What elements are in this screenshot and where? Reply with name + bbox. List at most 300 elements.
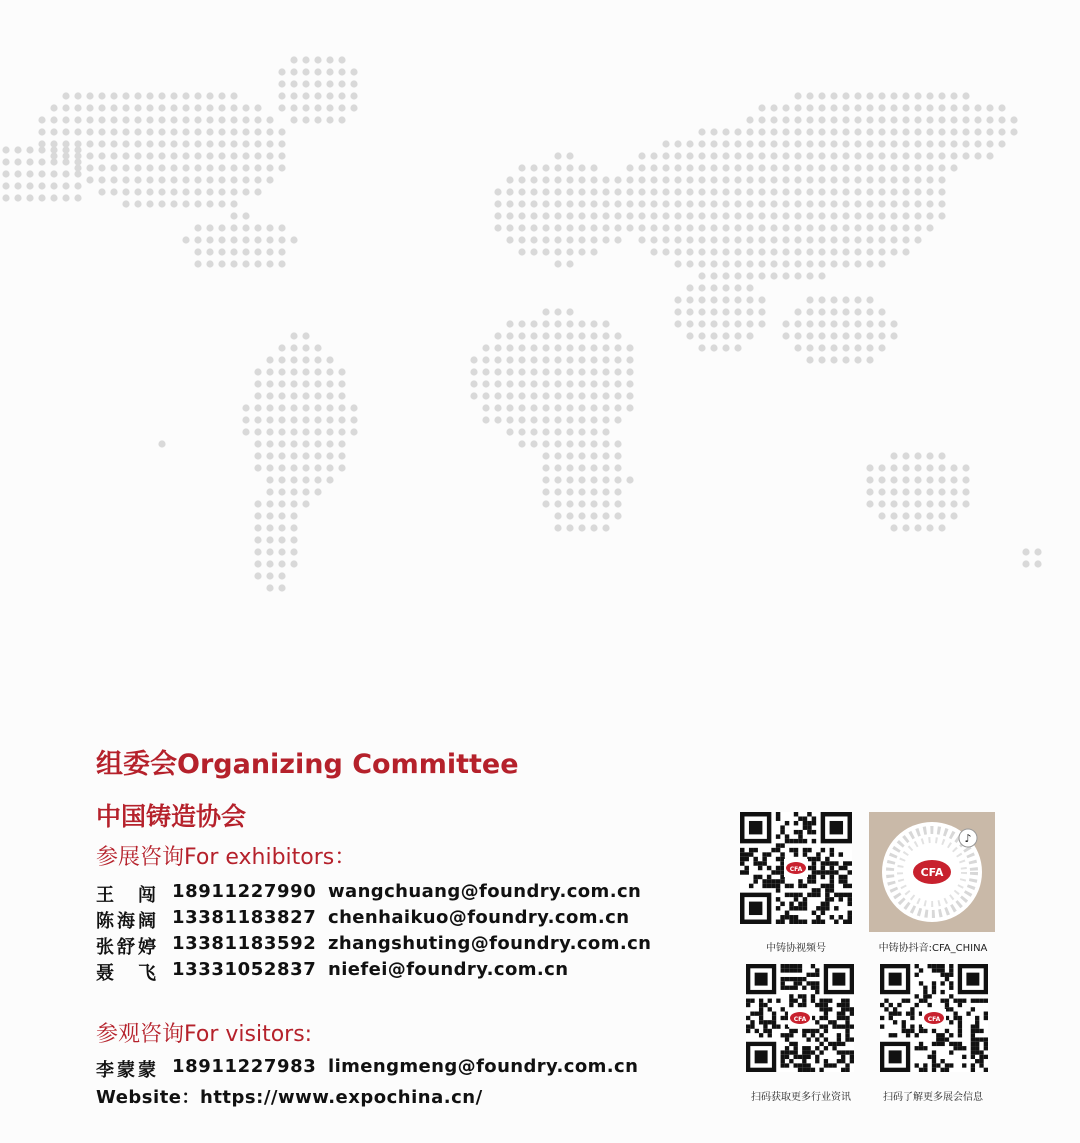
map-dot [698, 284, 705, 291]
map-dot [722, 320, 729, 327]
map-dot [110, 104, 117, 111]
map-dot [230, 260, 237, 267]
map-dot [482, 392, 489, 399]
map-dot [590, 380, 597, 387]
map-dot [542, 248, 549, 255]
map-dot [146, 188, 153, 195]
contact-email[interactable]: zhangshuting@foundry.com.cn [328, 933, 652, 954]
map-dot [902, 164, 909, 171]
map-dot [98, 176, 105, 183]
map-dot [566, 320, 573, 327]
map-dot [938, 212, 945, 219]
contact-phone[interactable]: 13381183827 [172, 907, 317, 928]
map-dot [890, 248, 897, 255]
contact-phone[interactable]: 18911227983 [172, 1056, 317, 1077]
map-dot [698, 176, 705, 183]
map-dot [482, 404, 489, 411]
map-dot [746, 128, 753, 135]
map-dot [302, 500, 309, 507]
map-dot [734, 212, 741, 219]
map-dot [62, 170, 69, 177]
map-dot [506, 200, 513, 207]
map-dot [770, 188, 777, 195]
map-dot [818, 164, 825, 171]
map-dot [578, 332, 585, 339]
map-dot [962, 116, 969, 123]
map-dot [578, 200, 585, 207]
map-dot [554, 512, 561, 519]
map-dot [266, 428, 273, 435]
map-dot [302, 104, 309, 111]
map-dot [782, 272, 789, 279]
map-dot [278, 404, 285, 411]
map-dot [302, 404, 309, 411]
qr-video-channel[interactable] [724, 812, 874, 952]
qr-code-icon [880, 964, 988, 1072]
map-dot [758, 320, 765, 327]
map-dot [14, 194, 21, 201]
map-dot [134, 128, 141, 135]
map-dot [626, 188, 633, 195]
map-dot [326, 428, 333, 435]
map-dot [878, 212, 885, 219]
map-dot [962, 476, 969, 483]
contact-name: 陈海阔 [96, 911, 156, 932]
map-dot [602, 452, 609, 459]
map-dot [578, 164, 585, 171]
map-dot [674, 140, 681, 147]
map-dot [854, 212, 861, 219]
map-dot [254, 548, 261, 555]
map-dot [734, 188, 741, 195]
map-dot [326, 416, 333, 423]
map-dot [122, 188, 129, 195]
map-dot [146, 128, 153, 135]
map-dot [1034, 548, 1041, 555]
map-dot [266, 572, 273, 579]
map-dot [338, 80, 345, 87]
map-dot [314, 68, 321, 75]
map-dot [818, 260, 825, 267]
map-dot [314, 80, 321, 87]
map-dot [566, 212, 573, 219]
map-dot [542, 212, 549, 219]
map-dot [278, 500, 285, 507]
map-dot [914, 236, 921, 243]
map-dot [62, 140, 69, 147]
map-dot [110, 92, 117, 99]
map-dot [542, 428, 549, 435]
map-dot [206, 248, 213, 255]
map-dot [494, 224, 501, 231]
map-dot [866, 308, 873, 315]
map-dot [302, 332, 309, 339]
map-dot [278, 548, 285, 555]
map-dot [854, 332, 861, 339]
map-dot [254, 176, 261, 183]
map-dot [902, 224, 909, 231]
map-dot [902, 212, 909, 219]
map-dot [746, 260, 753, 267]
map-dot [902, 140, 909, 147]
map-dot [962, 140, 969, 147]
qr-industry-news[interactable] [724, 960, 874, 1105]
map-dot [254, 572, 261, 579]
map-dot [554, 452, 561, 459]
map-dot [578, 524, 585, 531]
map-dot [926, 452, 933, 459]
qr-expo-info[interactable] [858, 960, 1008, 1105]
map-dot [266, 224, 273, 231]
contact-name: 李蒙蒙 [96, 1060, 156, 1081]
map-dot [470, 356, 477, 363]
map-dot [494, 212, 501, 219]
map-dot [878, 152, 885, 159]
map-dot [602, 344, 609, 351]
map-dot [758, 248, 765, 255]
map-dot [806, 116, 813, 123]
contact-email[interactable]: wangchuang@foundry.com.cn [328, 881, 642, 902]
map-dot [482, 344, 489, 351]
map-dot [938, 200, 945, 207]
map-dot [530, 356, 537, 363]
map-dot [782, 200, 789, 207]
map-dot [278, 440, 285, 447]
map-dot [314, 404, 321, 411]
map-dot [650, 200, 657, 207]
map-dot [818, 92, 825, 99]
map-dot [182, 92, 189, 99]
map-dot [326, 368, 333, 375]
map-dot [806, 152, 813, 159]
map-dot [266, 392, 273, 399]
map-dot [122, 200, 129, 207]
map-dot [722, 236, 729, 243]
map-dot [230, 164, 237, 171]
committee-heading: 组委会Organizing Committee [96, 749, 519, 780]
contact-email[interactable]: chenhaikuo@foundry.com.cn [328, 907, 630, 928]
map-dot [674, 212, 681, 219]
map-dot [170, 176, 177, 183]
map-dot [254, 128, 261, 135]
map-dot [62, 116, 69, 123]
map-dot [770, 200, 777, 207]
map-dot [890, 524, 897, 531]
map-dot [722, 200, 729, 207]
map-dot [110, 128, 117, 135]
map-dot [890, 332, 897, 339]
map-dot [746, 272, 753, 279]
map-dot [98, 164, 105, 171]
map-dot [734, 200, 741, 207]
map-dot [926, 200, 933, 207]
map-dot [806, 200, 813, 207]
map-dot [134, 176, 141, 183]
map-dot [566, 488, 573, 495]
map-dot [182, 104, 189, 111]
map-dot [842, 260, 849, 267]
map-dot [110, 176, 117, 183]
map-dot [314, 380, 321, 387]
map-dot [866, 92, 873, 99]
map-dot [578, 476, 585, 483]
map-dot [950, 140, 957, 147]
map-dot [818, 320, 825, 327]
map-dot [290, 488, 297, 495]
map-dot [878, 224, 885, 231]
map-dot [338, 104, 345, 111]
map-dot [326, 56, 333, 63]
map-dot [938, 452, 945, 459]
map-dot [794, 236, 801, 243]
map-dot [254, 236, 261, 243]
map-dot [902, 92, 909, 99]
map-dot [998, 104, 1005, 111]
map-dot [674, 296, 681, 303]
map-dot [326, 92, 333, 99]
map-dot [554, 332, 561, 339]
contact-phone[interactable]: 13331052837 [172, 959, 317, 980]
map-dot [506, 380, 513, 387]
map-dot [854, 236, 861, 243]
map-dot [494, 392, 501, 399]
map-dot [182, 176, 189, 183]
map-dot [782, 332, 789, 339]
map-dot [698, 248, 705, 255]
map-dot [314, 416, 321, 423]
map-dot [338, 404, 345, 411]
map-dot [302, 392, 309, 399]
map-dot [290, 116, 297, 123]
map-dot [710, 164, 717, 171]
map-dot [242, 236, 249, 243]
contact-email[interactable]: limengmeng@foundry.com.cn [328, 1056, 639, 1077]
contact-email[interactable]: niefei@foundry.com.cn [328, 959, 569, 980]
map-dot [302, 380, 309, 387]
map-dot [338, 416, 345, 423]
map-dot [614, 368, 621, 375]
map-dot [122, 128, 129, 135]
map-dot [902, 152, 909, 159]
map-dot [290, 236, 297, 243]
map-dot [626, 380, 633, 387]
map-dot [698, 272, 705, 279]
map-dot [590, 212, 597, 219]
map-dot [890, 128, 897, 135]
map-dot [254, 188, 261, 195]
map-dot [74, 182, 81, 189]
map-dot [506, 416, 513, 423]
qr-code-icon [746, 964, 854, 1072]
map-dot [314, 116, 321, 123]
map-dot [734, 248, 741, 255]
map-dot [806, 356, 813, 363]
map-dot [206, 152, 213, 159]
map-dot [194, 224, 201, 231]
map-dot [278, 416, 285, 423]
map-dot [926, 188, 933, 195]
map-dot [542, 488, 549, 495]
map-dot [866, 236, 873, 243]
map-dot [266, 560, 273, 567]
map-dot [290, 500, 297, 507]
map-dot [698, 344, 705, 351]
map-dot [542, 308, 549, 315]
map-dot [758, 152, 765, 159]
map-dot [938, 140, 945, 147]
map-dot [314, 440, 321, 447]
map-dot [782, 212, 789, 219]
map-dot [566, 524, 573, 531]
map-dot [566, 500, 573, 507]
map-dot [962, 488, 969, 495]
map-dot [302, 488, 309, 495]
map-dot [938, 524, 945, 531]
map-dot [146, 152, 153, 159]
website-link[interactable]: https://www.expochina.cn/ [200, 1087, 483, 1108]
map-dot [194, 104, 201, 111]
map-dot [614, 440, 621, 447]
map-dot [518, 200, 525, 207]
map-dot [758, 176, 765, 183]
map-dot [926, 224, 933, 231]
map-dot [326, 452, 333, 459]
map-dot [590, 512, 597, 519]
map-dot [866, 320, 873, 327]
map-dot [722, 212, 729, 219]
map-dot [674, 176, 681, 183]
map-dot [686, 320, 693, 327]
map-dot [854, 224, 861, 231]
map-dot [530, 212, 537, 219]
contact-phone[interactable]: 18911227990 [172, 881, 317, 902]
map-dot [314, 392, 321, 399]
map-dot [842, 116, 849, 123]
map-dot [530, 344, 537, 351]
map-dot [926, 500, 933, 507]
map-dot [914, 200, 921, 207]
map-dot [746, 224, 753, 231]
map-dot [710, 212, 717, 219]
map-dot [590, 344, 597, 351]
map-dot [878, 104, 885, 111]
map-dot [530, 428, 537, 435]
map-dot [722, 164, 729, 171]
map-dot [158, 440, 165, 447]
map-dot [566, 416, 573, 423]
map-dot [122, 140, 129, 147]
qr-caption: 扫码了解更多展会信息 [883, 1092, 983, 1103]
map-dot [206, 164, 213, 171]
map-dot [710, 176, 717, 183]
map-dot [26, 146, 33, 153]
map-dot [278, 476, 285, 483]
map-dot [566, 332, 573, 339]
map-dot [206, 224, 213, 231]
map-dot [722, 284, 729, 291]
map-dot [170, 104, 177, 111]
map-dot [194, 140, 201, 147]
map-dot [554, 392, 561, 399]
map-dot [14, 158, 21, 165]
map-dot [494, 404, 501, 411]
map-dot [746, 236, 753, 243]
map-dot [866, 188, 873, 195]
map-dot [278, 524, 285, 531]
map-dot [614, 476, 621, 483]
map-dot [206, 92, 213, 99]
map-dot [830, 224, 837, 231]
map-dot [638, 224, 645, 231]
map-dot [866, 476, 873, 483]
map-dot [326, 356, 333, 363]
map-dot [866, 248, 873, 255]
map-dot [254, 524, 261, 531]
map-dot [878, 188, 885, 195]
map-dot [2, 146, 9, 153]
map-dot [542, 188, 549, 195]
map-dot [494, 380, 501, 387]
map-dot [602, 332, 609, 339]
map-dot [650, 212, 657, 219]
map-dot [182, 152, 189, 159]
qr-douyin[interactable] [858, 812, 1008, 952]
map-dot [842, 200, 849, 207]
map-dot [566, 452, 573, 459]
map-dot [266, 452, 273, 459]
map-dot [854, 92, 861, 99]
map-dot [218, 236, 225, 243]
map-dot [518, 356, 525, 363]
map-dot [710, 296, 717, 303]
map-dot [650, 188, 657, 195]
map-dot [806, 92, 813, 99]
map-dot [962, 464, 969, 471]
map-dot [266, 500, 273, 507]
map-dot [926, 92, 933, 99]
map-dot [290, 392, 297, 399]
map-dot [194, 188, 201, 195]
map-dot [866, 212, 873, 219]
map-dot [686, 152, 693, 159]
map-dot [566, 152, 573, 159]
map-dot [1022, 560, 1029, 567]
map-dot [230, 92, 237, 99]
map-dot [74, 104, 81, 111]
map-dot [590, 392, 597, 399]
map-dot [806, 128, 813, 135]
map-dot [506, 404, 513, 411]
map-dot [602, 236, 609, 243]
organization-name: 中国铸造协会 [96, 802, 247, 831]
map-dot [146, 164, 153, 171]
map-dot [638, 164, 645, 171]
contact-phone[interactable]: 13381183592 [172, 933, 317, 954]
map-dot [218, 248, 225, 255]
map-dot [554, 524, 561, 531]
map-dot [86, 116, 93, 123]
contact-name: 张舒婷 [96, 937, 156, 958]
map-dot [122, 92, 129, 99]
map-dot [614, 488, 621, 495]
map-dot [662, 176, 669, 183]
map-dot [314, 56, 321, 63]
map-dot [866, 200, 873, 207]
map-dot [554, 152, 561, 159]
map-dot [518, 320, 525, 327]
map-dot [326, 380, 333, 387]
map-dot [590, 176, 597, 183]
